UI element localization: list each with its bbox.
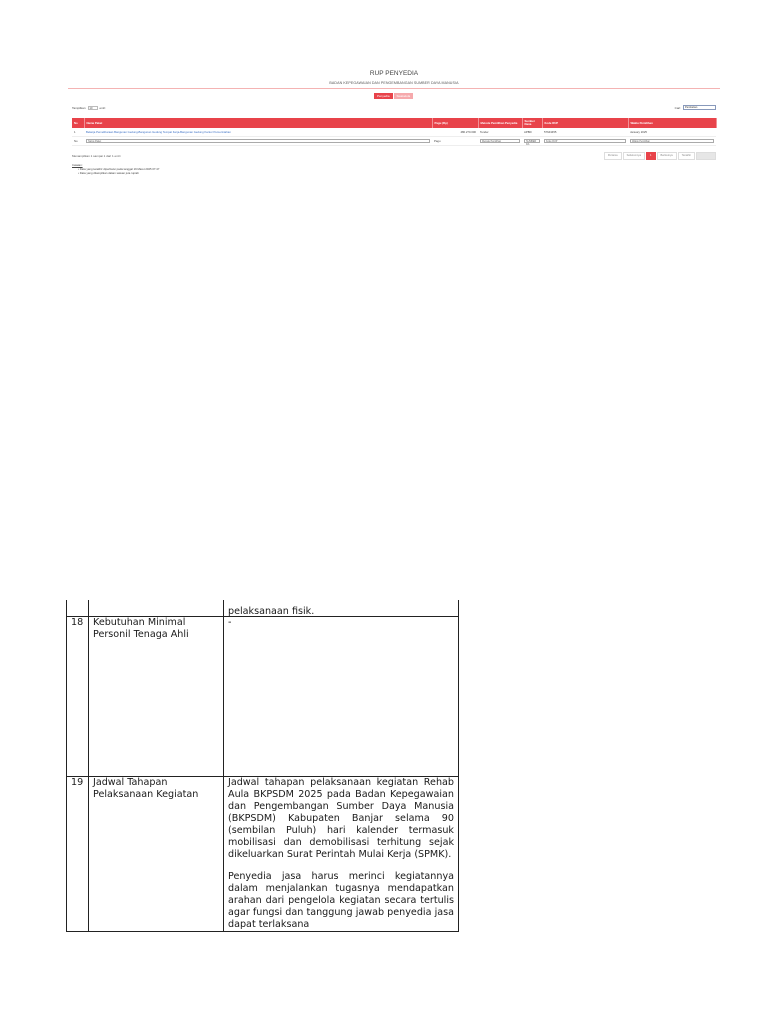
filter-nama-input[interactable]: Nama Paket: [86, 139, 430, 143]
document-table-excerpt: [66, 600, 458, 930]
notes: [72, 163, 159, 175]
page-first-button[interactable]: Pertama: [604, 152, 622, 160]
filter-metode-select[interactable]: Metode Pemilihan: [480, 139, 520, 143]
cell-metode: Tender: [478, 128, 522, 137]
filter-row: [72, 137, 716, 146]
filter-no: No: [72, 137, 84, 146]
package-link[interactable]: Belanja Pemeliharaan Bangunan Gedung-Bangunan Gedung Tempat Kerja-Bangunan Gedung Kantor Pemerintahan: [84, 128, 432, 137]
col-header-kode-rup[interactable]: Kode RUP: [542, 118, 628, 128]
cell-no: 1: [72, 128, 84, 137]
kak-table: [66, 600, 459, 932]
notes-header: Catatan:: [72, 163, 83, 167]
entries-suffix: entri: [99, 106, 106, 110]
rup-table: [72, 118, 717, 146]
agency-subtitle: BADAN KEPEGAWAIAN DAN PENGEMBANGAN SUMBER DAYA MANUSIA: [329, 81, 459, 85]
col-header-sumber-dana[interactable]: Sumber Dana: [522, 118, 542, 128]
table-row: [67, 777, 459, 932]
page-next-button[interactable]: Berikutnya: [657, 152, 677, 160]
tab-penyedia[interactable]: Penyedia: [374, 93, 393, 99]
row-content: [224, 777, 459, 932]
filter-sumber-select[interactable]: SUMBER DA: [524, 139, 540, 143]
col-header-no[interactable]: No: [72, 118, 84, 128]
col-header-metode[interactable]: Metode Pemilihan Penyedia: [478, 118, 522, 128]
row-label: Kebutuhan Minimal Personil Tenaga Ahli: [89, 617, 224, 777]
divider: [68, 88, 720, 89]
table-row: [72, 128, 716, 137]
page-prev-button[interactable]: Sebelumnya: [623, 152, 645, 160]
col-header-pagu[interactable]: Pagu (Rp): [432, 118, 478, 128]
filter-waktu-select[interactable]: Waktu Pemilihan: [630, 139, 714, 143]
rup-penyedia-panel: [68, 64, 720, 180]
note-item: • Data yang terakhir diperbarui pada tanggal 19 Maret 2025 07:47: [78, 167, 160, 171]
paragraph: Jadwal tahapan pelaksanaan kegiatan Rehab Aula BKPSDM 2025 pada Badan Kepegawaian dan Pengembangan Sumber Daya Manusia (BKPSDM) Kabupaten Banjar selama 90 (sembilan Puluh) hari kalender termasuk mobilisasi dan demobilisasi terhitung sejak dikeluarkan Surat Perintah Mulai Kerja (SPMK).: [228, 777, 454, 860]
table-info: Menampilkan 1 sampai 1 dari 1 entri: [72, 154, 121, 158]
entries-length-control: [72, 106, 105, 110]
cut-text: pelaksanaan fisik.: [224, 600, 459, 617]
entries-select[interactable]: 10: [88, 106, 98, 110]
table-row: [67, 617, 459, 777]
pagination: [604, 152, 716, 160]
row-label: Jadwal Tahapan Pelaksanaan Kegiatan: [89, 777, 224, 932]
search-input[interactable]: Pembelian: [683, 105, 716, 110]
col-header-waktu[interactable]: Waktu Pemilihan: [628, 118, 716, 128]
table-row: [67, 600, 459, 617]
cell-pagu: 480.270.000: [432, 128, 478, 137]
paragraph: Penyedia jasa harus merinci kegiatannya dalam menjalankan tugasnya mendapatkan arahan dari pengelola kegiatan secara tertulis agar fungsi dan tanggung jawab penyedia jasa dapat terlaksana: [228, 871, 454, 930]
row-number: 18: [67, 617, 89, 777]
export-button[interactable]: [696, 152, 716, 160]
filter-kode-input[interactable]: Kode RUP: [544, 139, 626, 143]
search-label: Cari:: [674, 105, 681, 110]
tab-bar: [374, 93, 413, 99]
page-title: RUP PENYEDIA: [369, 70, 419, 77]
note-item: • Data yang ditampilkan dalam satuan juta rupiah: [78, 171, 139, 175]
cell-waktu: January 2025: [628, 128, 716, 137]
table-header-row: [72, 118, 716, 128]
filter-pagu: Pagu: [432, 137, 478, 146]
page-1-button[interactable]: 1: [646, 152, 655, 160]
tab-swakelola[interactable]: Swakelola: [394, 93, 414, 99]
page-last-button[interactable]: Terakhir: [678, 152, 695, 160]
col-header-nama-paket[interactable]: Nama Paket: [84, 118, 432, 128]
cell-sumber-dana: APBD: [522, 128, 542, 137]
show-label: Tampilkan: [72, 106, 86, 110]
cell-kode-rup: 57643455: [542, 128, 628, 137]
row-content: -: [224, 617, 459, 777]
search-control: [675, 105, 716, 110]
row-number: 19: [67, 777, 89, 932]
